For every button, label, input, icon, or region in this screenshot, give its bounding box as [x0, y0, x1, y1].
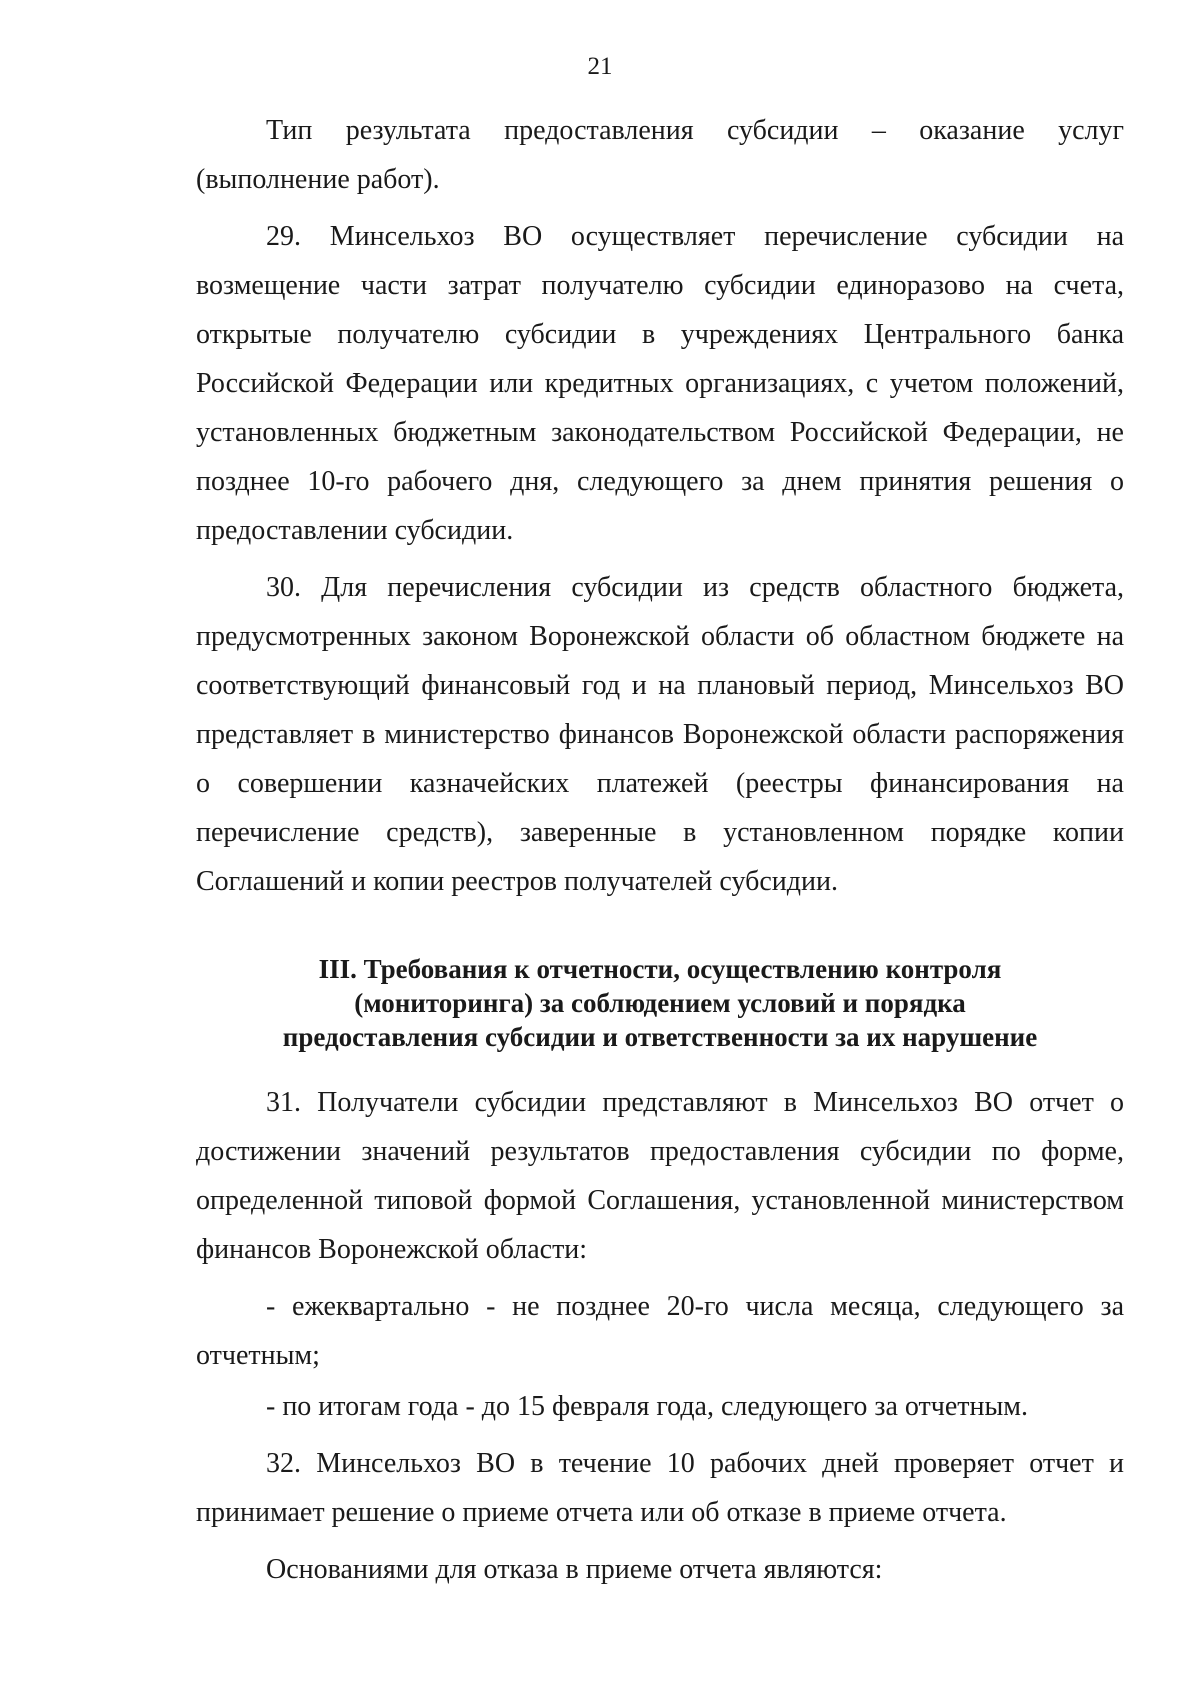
paragraph-31: 31. Получатели субсидии представляют в Минсельхоз ВО отчет о достижении значений результатов предоставления субсидии по форме, определенной типовой формой Соглашения, установленной министерством финансов Воронежской области:: [196, 1087, 1124, 1265]
section-heading-line: III. Требования к отчетности, осуществлению контроля: [318, 954, 1002, 984]
paragraph-29: 29. Минсельхоз ВО осуществляет перечисление субсидии на возмещение части затрат получателю субсидии единоразово на счета, открытые получателю субсидии в учреждениях Центрального банка Российской Федерации или кредитных организациях, с учетом положений, установленных бюджетным законодательством Российской Федерации, не позднее 10-го рабочего дня, следующего за днем принятия решения о предоставлении субсидии.: [196, 221, 1124, 546]
section-heading-line: предоставления субсидии и ответственности за их нарушение: [282, 1022, 1038, 1052]
paragraph-result-type: Тип результата предоставления субсидии – оказание услуг (выполнение работ).: [196, 115, 1124, 195]
list-item-yearly: - по итогам года - до 15 февраля года, следующего за отчетным.: [266, 1391, 1029, 1422]
paragraph-grounds-for-refusal: Основаниями для отказа в приеме отчета являются:: [266, 1554, 883, 1585]
page-number: 21: [587, 53, 613, 80]
paragraph-32: 32. Минсельхоз ВО в течение 10 рабочих дней проверяет отчет и принимает решение о приеме отчета или об отказе в приеме отчета.: [196, 1448, 1124, 1528]
list-item-quarterly: - ежеквартально - не позднее 20-го числа месяца, следующего за отчетным;: [196, 1291, 1124, 1371]
section-heading: [196, 952, 1124, 1054]
document-body: [196, 106, 1124, 1602]
paragraph-30: 30. Для перечисления субсидии из средств областного бюджета, предусмотренных законом Воронежской области об областном бюджете на соответствующий финансовый год и на плановый период, Минсельхоз ВО представляет в министерство финансов Воронежской области распоряжения о совершении казначейских платежей (реестры финансирования на перечисление средств), заверенные в установленном порядке копии Соглашений и копии реестров получателей субсидии.: [196, 572, 1124, 897]
section-heading-line: (мониторинга) за соблюдением условий и порядка: [354, 988, 966, 1018]
